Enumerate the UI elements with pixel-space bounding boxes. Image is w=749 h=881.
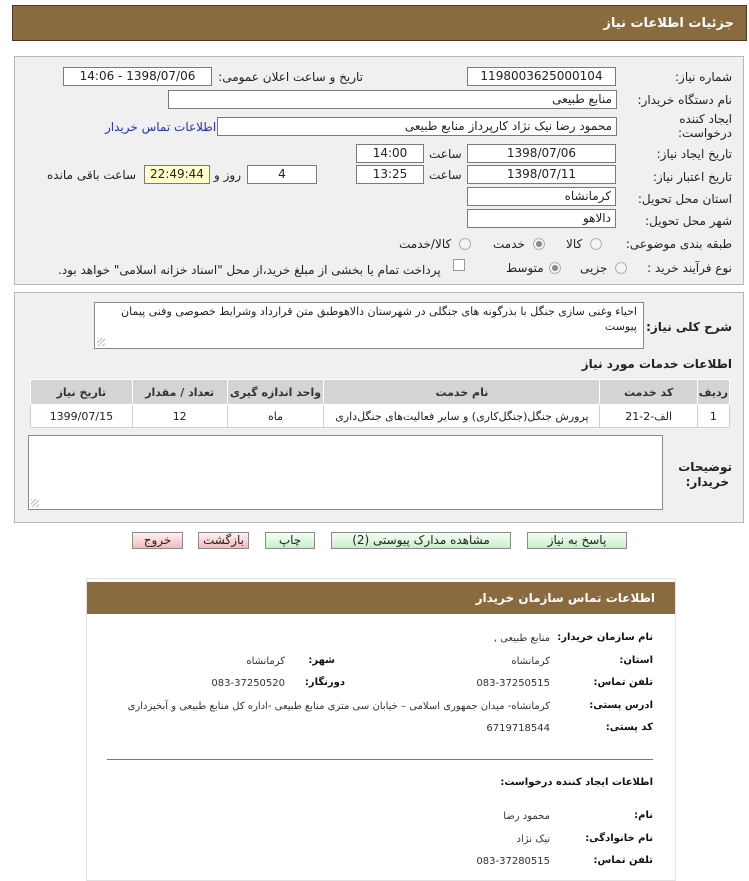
cell-service-code: الف-2-21 [600, 405, 697, 428]
buyer-contact-link[interactable]: اطلاعات تماس خریدار [105, 120, 217, 134]
creator-info-title: اطلاعات ایجاد کننده درخواست: [500, 777, 653, 788]
buyer-org-label: نام دستگاه خریدار: [637, 93, 732, 107]
cell-need-date: 1399/07/15 [31, 405, 133, 428]
back-button[interactable]: بازگشت [198, 532, 249, 549]
process-radio-minor[interactable] [615, 262, 627, 274]
city-field[interactable]: دالاهو [467, 209, 616, 228]
creator-phone-value: 083-37280515 [476, 856, 550, 867]
process-radio-medium[interactable] [549, 262, 561, 274]
page-title: جزئیات اطلاعات نیاز [603, 16, 734, 31]
remaining-time-field: 22:49:44 [144, 165, 210, 184]
category-radio-goods[interactable] [590, 238, 602, 250]
category-label: طبقه بندی موضوعی: [625, 237, 732, 251]
deadline-time-field[interactable]: 13:25 [356, 165, 424, 184]
cell-row-number: 1 [697, 405, 729, 428]
family-label: نام خانوادگی: [585, 833, 653, 844]
fax-value: 083-37250520 [211, 678, 285, 689]
city-contact-value: کرمانشاه [246, 656, 285, 667]
days-label: روز و [214, 168, 241, 182]
creator-label-line1: ایجاد کننده [679, 112, 732, 126]
remaining-label: ساعت باقی مانده [47, 168, 137, 182]
col-service-code: کد خدمت [600, 380, 697, 405]
services-title: اطلاعات خدمات مورد نیاز [581, 357, 732, 371]
fax-label: دورنگار: [304, 677, 345, 688]
col-service-name: نام خدمت [324, 380, 600, 405]
category-radio-service[interactable] [533, 238, 545, 250]
created-date-field[interactable]: 1398/07/06 [467, 144, 616, 163]
process-option-minor: جزیی [580, 261, 608, 275]
col-unit: واحد اندازه گیری [227, 380, 324, 405]
col-quantity: تعداد / مقدار [132, 380, 227, 405]
contact-card-title: اطلاعات تماس سازمان خریدار [475, 591, 655, 605]
services-header-row [31, 380, 730, 405]
city-contact-label: شهر: [308, 655, 335, 666]
created-time-field[interactable]: 14:00 [356, 144, 424, 163]
deadline-time-label: ساعت [429, 168, 462, 182]
deadline-date-field[interactable]: 1398/07/11 [467, 165, 616, 184]
created-date-label: تاریخ ایجاد نیاز: [656, 147, 732, 161]
announce-field[interactable]: 1398/07/06 - 14:06 [63, 67, 212, 86]
postal-label: کد پستی: [605, 722, 653, 733]
creator-label-line2: درخواست: [678, 126, 732, 140]
treasury-checkbox[interactable] [453, 259, 465, 271]
process-option-medium: متوسط [506, 261, 544, 275]
org-label: نام سازمان خریدار: [557, 632, 653, 643]
table-row [31, 405, 730, 428]
category-option-goods: کالا [566, 237, 583, 251]
province-contact-value: کرمانشاه [511, 656, 550, 667]
contact-card-header [87, 582, 675, 614]
description-label: شرح کلی نیاز: [646, 320, 732, 334]
days-field[interactable]: 4 [247, 165, 317, 184]
services-table [30, 379, 730, 428]
category-radio-goods-service[interactable] [459, 238, 471, 250]
exit-button[interactable]: خروج [132, 532, 183, 549]
need-number-label: شماره نیاز: [675, 70, 732, 84]
buyer-org-field[interactable]: منابع طبیعی [168, 90, 617, 109]
category-option-goods-service: کالا/خدمت [399, 237, 452, 251]
family-value: نیک نژاد [516, 834, 550, 845]
address-label: ادرس پستی: [589, 700, 653, 711]
description-text: احیاء وغنی سازی جنگل با بذرگونه های جنگلی در شهرستان دالاهوطبق متن قرارداد وشرایط خصوصی وفنی پیمان پیوست [121, 305, 637, 333]
contact-divider [107, 759, 653, 760]
print-button[interactable]: چاپ [265, 532, 315, 549]
name-value: محمود رضا [503, 811, 550, 822]
creator-phone-label: تلفن تماس: [593, 855, 653, 866]
description-textarea[interactable] [94, 302, 644, 349]
cell-quantity: 12 [132, 405, 227, 428]
process-label: نوع فرآیند خرید : [647, 261, 732, 275]
need-number-field[interactable]: 1198003625000104 [467, 67, 616, 86]
col-row-number: ردیف [697, 380, 729, 405]
category-option-service: خدمت [493, 237, 525, 251]
phone-value: 083-37250515 [476, 678, 550, 689]
page-header [12, 5, 747, 41]
province-label: استان محل تحویل: [637, 192, 732, 206]
address-value: کرمانشاه- میدان جمهوری اسلامی – خیابان سی متری منابع طبیعی -اداره کل منابع طبیعی و آبخیزداری [127, 701, 550, 712]
resize-grip-icon[interactable] [97, 338, 105, 346]
cell-service-name: پرورش جنگل(جنگل‌کاری) و سایر فعالیت‌های جنگل‌داری [324, 405, 600, 428]
org-value: منابع طبیعی , [493, 633, 550, 644]
created-time-label: ساعت [429, 147, 462, 161]
province-field[interactable]: کرمانشاه [467, 187, 616, 206]
phone-label: تلفن تماس: [593, 677, 653, 688]
cell-unit: ماه [227, 405, 324, 428]
reply-button[interactable]: پاسخ به نیاز [527, 532, 627, 549]
creator-field[interactable]: محمود رضا نیک نژاد کارپرداز منابع طبیعی [217, 117, 617, 136]
payment-note: پرداخت تمام یا بخشی از مبلغ خرید،از محل "اسناد خزانه اسلامی" خواهد بود. [58, 263, 441, 277]
deadline-date-label: تاریخ اعتبار نیاز: [652, 170, 732, 184]
resize-grip-icon[interactable] [31, 499, 39, 507]
col-need-date: تاریخ نیاز [31, 380, 133, 405]
province-contact-label: استان: [619, 655, 653, 666]
announce-label: تاریخ و ساعت اعلان عمومی: [218, 70, 363, 84]
attachments-button[interactable]: مشاهده مدارک پیوستی (2) [331, 532, 511, 549]
buyer-notes-textarea[interactable] [28, 435, 663, 510]
contact-card [86, 578, 676, 881]
city-label: شهر محل تحویل: [645, 214, 732, 228]
buyer-notes-label-line2: خریدار: [685, 475, 729, 489]
name-label: نام: [634, 810, 653, 821]
buyer-notes-label-line1: توضیحات [678, 460, 732, 474]
postal-value: 6719718544 [486, 723, 550, 734]
